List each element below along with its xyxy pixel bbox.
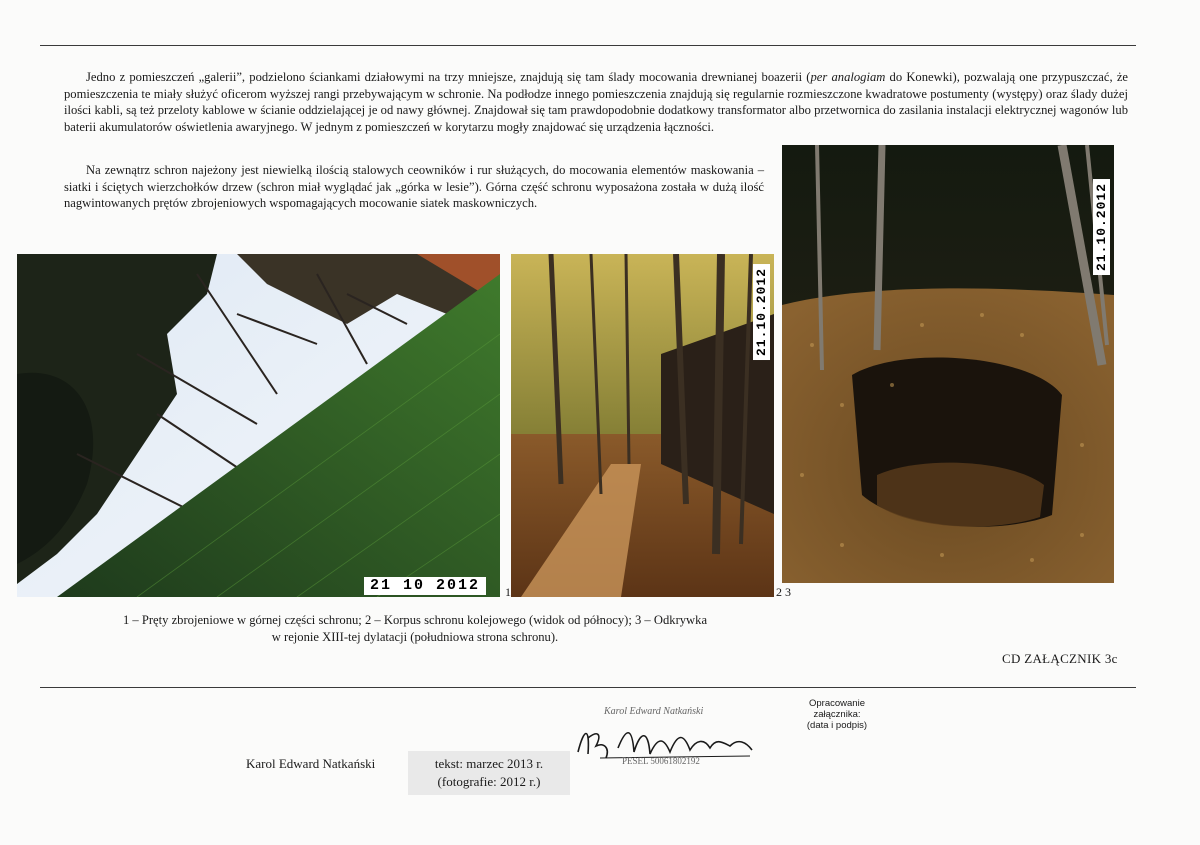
- photo-date: (fotografie: 2012 r.): [437, 774, 541, 789]
- latin-phrase: per analogiam: [810, 70, 886, 84]
- body-paragraph-2: Na zewnątrz schron najeżony jest niewielką ilością stalowych ceowników i rur służących, do mocowania elementów maskowania – siatki i ściętych wierzchołków drzew (schron miał wyglądać jak „górka w lesie”). Górna część schronu wyposażona została w dużą ilość nagwintowanych prętów zbrojeniowych wspomagających mocowanie siatek maskowniczych.: [64, 163, 764, 210]
- body-paragraph-1: Jedno z pomieszczeń „galerii”, podzielono ściankami działowymi na trzy mniejsze, znajdują się tam ślady mocowania drewnianej boazerii (per analogiam do Konewki), pozwalają one przypuszczać, że pomieszczenia te miały służyć oficerom wyższej rangi przebywającym w schronie. Na podłodze innego pomieszczenia znajdują się regularnie rozmieszczone kwadratowe postumenty (występy) oraz ślady dużej ilości kabli, są też przeloty kablowe w ścianie oddzielającej je od nawy głównej. Znajdował się tam prawdopodobnie dodatkowy transformator albo przetwornica do zasilania instalacji elektrycznej wagonów lub baterii akumulatorów oświetlenia awaryjnego. W jednym z pomieszczeń w korytarzu mogły znajdować się urządzenia łączności.: [64, 70, 1129, 134]
- author-name: Karol Edward Natkański: [246, 756, 376, 771]
- caption-line-1: 1 – Pręty zbrojeniowe w górnej części schronu; 2 – Korpus schronu kolejowego (widok od północy); 3 – Odkrywka: [122, 613, 708, 627]
- photo3-number: 3: [785, 585, 791, 599]
- photo2-date-stamp: 21.10.2012: [753, 264, 770, 360]
- photo-reinforcement-bars: [17, 254, 500, 597]
- prepared-by-note: [792, 698, 882, 731]
- bottom-rule: [40, 687, 1136, 688]
- photo1-number: 1: [505, 585, 511, 599]
- text-date: tekst: marzec 2013 r.: [434, 756, 544, 771]
- stamp-pesel: PESEL 50061802192: [622, 756, 700, 766]
- prepared-line-3: (data i podpis): [806, 720, 868, 731]
- annex-label: CD ZAŁĄCZNIK 3c: [1002, 651, 1118, 666]
- top-rule: [40, 45, 1136, 46]
- prepared-line-1: Opracowanie: [809, 698, 865, 709]
- photo-excavation: [782, 145, 1114, 583]
- photo3-date-stamp: 21.10.2012: [1093, 179, 1110, 275]
- photo1-date-stamp: 21 10 2012: [364, 577, 486, 595]
- photo-caption: [30, 612, 800, 646]
- prepared-line-2: załącznika:: [813, 709, 861, 720]
- date-box: [408, 751, 570, 795]
- signature-stamp: [570, 700, 770, 770]
- photo2-number: 2: [776, 585, 782, 599]
- photo-shelter-body: [511, 254, 774, 597]
- stamp-name: Karol Edward Natkański: [604, 706, 704, 717]
- caption-line-2: w rejonie XIII-tej dylatacji (południowa strona schronu).: [271, 630, 559, 644]
